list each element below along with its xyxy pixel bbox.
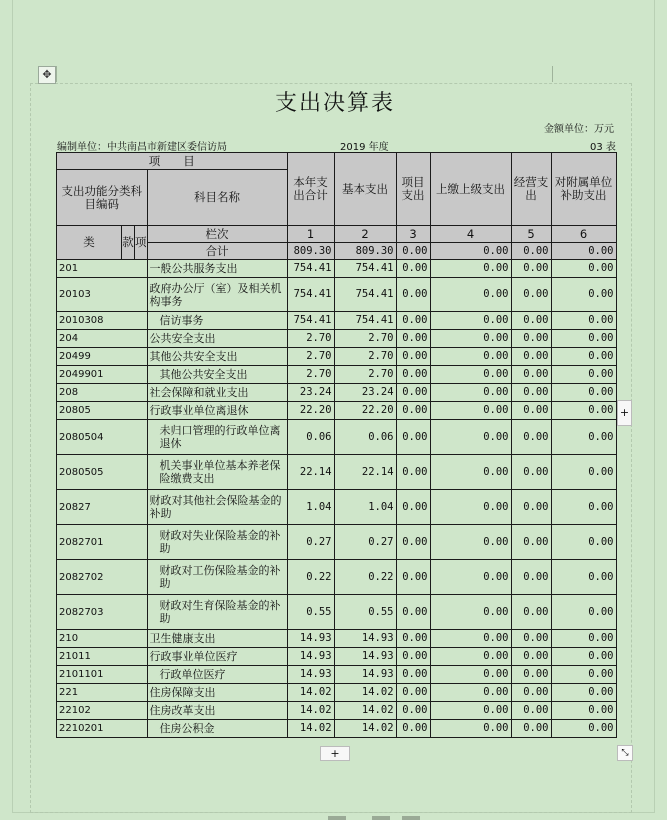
row-value: 0.00 [396,402,430,420]
row-code: 2082703 [57,595,148,630]
header-col-5: 经营支出 [511,153,551,226]
row-value: 0.00 [511,366,551,384]
header-lanci: 栏次 [147,226,287,243]
row-code: 221 [57,684,148,702]
row-name: 财政对其他社会保险基金的补助 [147,490,287,525]
header-xiang: 项 [135,226,148,260]
row-value: 754.41 [334,278,396,312]
row-code: 22102 [57,702,148,720]
row-value: 0.00 [551,330,616,348]
resize-icon[interactable]: ⤡ [617,745,633,761]
table-row [57,525,617,560]
total-value: 0.00 [396,243,430,260]
row-value: 0.00 [396,330,430,348]
row-value: 0.27 [334,525,396,560]
row-value: 0.00 [511,330,551,348]
row-value: 754.41 [287,260,334,278]
row-name: 未归口管理的行政单位离退休 [147,420,287,455]
header-col-6: 对附属单位补助支出 [551,153,616,226]
row-value: 2.70 [334,348,396,366]
header-name: 科目名称 [147,170,287,226]
row-value: 0.00 [396,366,430,384]
row-name: 财政对生育保险基金的补助 [147,595,287,630]
row-value: 0.22 [287,560,334,595]
table-row [57,595,617,630]
row-value: 0.27 [287,525,334,560]
row-value: 0.00 [396,420,430,455]
row-value: 0.00 [430,684,511,702]
row-value: 0.00 [396,720,430,738]
row-value: 14.02 [334,720,396,738]
header-col-3: 项目支出 [396,153,430,226]
row-value: 0.00 [511,525,551,560]
crop-mark [552,66,553,82]
row-code: 208 [57,384,148,402]
row-value: 0.00 [430,402,511,420]
row-value: 0.00 [511,666,551,684]
row-name: 信访事务 [147,312,287,330]
row-code: 2080504 [57,420,148,455]
row-name: 其他公共安全支出 [147,366,287,384]
row-code: 2101101 [57,666,148,684]
row-value: 0.00 [430,278,511,312]
row-value: 0.00 [430,666,511,684]
row-value: 14.93 [334,666,396,684]
table-row [57,702,617,720]
row-value: 23.24 [334,384,396,402]
row-value: 0.00 [551,666,616,684]
add-row-button[interactable]: + [320,746,350,761]
row-value: 0.00 [551,278,616,312]
row-value: 14.02 [334,684,396,702]
row-value: 1.04 [334,490,396,525]
row-code: 2082702 [57,560,148,595]
row-value: 14.93 [287,648,334,666]
row-value: 14.93 [287,666,334,684]
row-value: 0.00 [396,595,430,630]
row-value: 0.00 [511,630,551,648]
row-value: 0.00 [430,420,511,455]
row-value: 2.70 [334,330,396,348]
row-name: 政府办公厅（室）及相关机构事务 [147,278,287,312]
table-row [57,278,617,312]
row-value: 0.00 [511,720,551,738]
row-value: 0.00 [511,455,551,490]
total-value: 809.30 [287,243,334,260]
row-value: 0.00 [430,560,511,595]
row-value: 754.41 [334,260,396,278]
row-value: 0.06 [334,420,396,455]
row-value: 0.00 [430,525,511,560]
table-row [57,630,617,648]
scroll-tab[interactable] [372,816,390,820]
table-row [57,330,617,348]
row-value: 0.00 [511,384,551,402]
total-value: 0.00 [430,243,511,260]
row-value: 0.55 [334,595,396,630]
row-code: 20827 [57,490,148,525]
row-value: 22.14 [334,455,396,490]
row-name: 行政单位医疗 [147,666,287,684]
row-value: 0.00 [551,384,616,402]
row-value: 0.00 [396,525,430,560]
row-value: 14.93 [334,630,396,648]
row-value: 0.00 [396,312,430,330]
row-name: 公共安全支出 [147,330,287,348]
col-num-1: 1 [287,226,334,243]
row-value: 0.00 [511,348,551,366]
row-value: 2.70 [334,366,396,384]
row-code: 2082701 [57,525,148,560]
year-label: 2019 年度 [340,142,389,153]
row-value: 0.00 [396,384,430,402]
header-code: 支出功能分类科目编码 [57,170,148,226]
add-column-button[interactable]: + [617,400,632,426]
row-value: 2.70 [287,330,334,348]
row-value: 14.02 [287,684,334,702]
row-code: 201 [57,260,148,278]
row-value: 0.00 [396,702,430,720]
row-code: 21011 [57,648,148,666]
table-row [57,384,617,402]
row-value: 0.00 [511,560,551,595]
table-row [57,666,617,684]
row-value: 0.00 [551,720,616,738]
row-value: 0.00 [430,702,511,720]
row-name: 财政对失业保险基金的补助 [147,525,287,560]
header-lei: 类 [57,226,122,260]
row-value: 22.14 [287,455,334,490]
row-name: 机关事业单位基本养老保险缴费支出 [147,455,287,490]
row-value: 754.41 [287,312,334,330]
row-value: 0.00 [430,312,511,330]
col-num-5: 5 [511,226,551,243]
row-name: 卫生健康支出 [147,630,287,648]
row-value: 0.00 [396,278,430,312]
row-value: 0.00 [396,648,430,666]
row-value: 0.00 [430,648,511,666]
row-value: 0.00 [396,560,430,595]
row-value: 0.00 [396,455,430,490]
total-value: 809.30 [334,243,396,260]
row-value: 0.00 [396,684,430,702]
scroll-tab[interactable] [328,816,346,820]
row-value: 0.00 [430,366,511,384]
row-value: 0.00 [551,560,616,595]
header-col-4: 上缴上级支出 [430,153,511,226]
row-value: 0.00 [551,648,616,666]
table-row [57,560,617,595]
row-name: 住房保障支出 [147,684,287,702]
table-move-icon[interactable]: ✥ [38,66,56,84]
row-value: 0.00 [511,260,551,278]
row-code: 2049901 [57,366,148,384]
col-num-6: 6 [551,226,616,243]
col-num-2: 2 [334,226,396,243]
table-row [57,260,617,278]
total-value: 0.00 [551,243,616,260]
row-value: 0.00 [551,702,616,720]
row-value: 0.00 [551,260,616,278]
table-row [57,455,617,490]
row-name: 行政事业单位医疗 [147,648,287,666]
row-value: 0.00 [551,312,616,330]
row-value: 0.00 [396,348,430,366]
col-num-4: 4 [430,226,511,243]
row-name: 住房改革支出 [147,702,287,720]
row-value: 0.00 [511,420,551,455]
row-value: 0.00 [396,666,430,684]
row-value: 2.70 [287,348,334,366]
table-row [57,490,617,525]
row-name: 行政事业单位离退休 [147,402,287,420]
row-value: 0.00 [551,455,616,490]
row-value: 0.00 [396,490,430,525]
row-value: 0.00 [396,630,430,648]
row-code: 2210201 [57,720,148,738]
row-value: 0.00 [430,720,511,738]
table-row [57,684,617,702]
page-title: 支出决算表 [274,91,395,116]
row-value: 23.24 [287,384,334,402]
row-value: 0.00 [430,384,511,402]
total-value: 0.00 [511,243,551,260]
table-row [57,420,617,455]
row-value: 0.00 [551,420,616,455]
row-code: 20805 [57,402,148,420]
row-value: 1.04 [287,490,334,525]
row-value: 14.93 [287,630,334,648]
row-value: 0.00 [551,684,616,702]
row-code: 20103 [57,278,148,312]
row-name: 财政对工伤保险基金的补助 [147,560,287,595]
row-value: 0.00 [511,490,551,525]
header-kuan: 款 [122,226,135,260]
row-value: 0.00 [511,684,551,702]
table-row [57,312,617,330]
table-row [57,348,617,366]
row-value: 0.00 [430,630,511,648]
row-name: 一般公共服务支出 [147,260,287,278]
row-name: 社会保障和就业支出 [147,384,287,402]
scroll-tab[interactable] [402,816,420,820]
row-value: 0.00 [511,595,551,630]
row-value: 0.00 [551,490,616,525]
row-value: 0.00 [430,595,511,630]
row-value: 14.02 [287,720,334,738]
row-value: 0.00 [511,648,551,666]
row-value: 0.00 [551,525,616,560]
row-value: 0.00 [511,278,551,312]
total-label: 合计 [147,243,287,260]
table-row [57,366,617,384]
row-value: 0.00 [551,348,616,366]
row-value: 14.02 [287,702,334,720]
row-value: 0.06 [287,420,334,455]
row-code: 2080505 [57,455,148,490]
row-value: 0.00 [551,402,616,420]
header-xiangmu: 项 目 [57,153,288,170]
row-code: 204 [57,330,148,348]
row-value: 0.00 [396,260,430,278]
row-value: 754.41 [287,278,334,312]
row-value: 14.93 [334,648,396,666]
row-code: 2010308 [57,312,148,330]
row-value: 754.41 [334,312,396,330]
row-value: 22.20 [334,402,396,420]
row-value: 0.00 [430,490,511,525]
row-value: 0.22 [334,560,396,595]
row-value: 0.00 [551,366,616,384]
row-value: 0.00 [551,595,616,630]
row-value: 0.00 [511,702,551,720]
row-value: 0.00 [511,402,551,420]
row-code: 210 [57,630,148,648]
row-value: 0.00 [511,312,551,330]
row-value: 0.00 [430,330,511,348]
unit-label: 金额单位：万元 [544,124,614,135]
row-name: 住房公积金 [147,720,287,738]
org-label: 编制单位：中共南昌市新建区委信访局 [57,142,227,153]
header-col-2: 基本支出 [334,153,396,226]
table-row [57,648,617,666]
col-num-3: 3 [396,226,430,243]
row-value: 0.00 [430,348,511,366]
row-value: 0.55 [287,595,334,630]
expenditure-table [56,152,617,738]
crop-mark [56,66,57,82]
header-col-1: 本年支出合计 [287,153,334,226]
table-row [57,720,617,738]
row-value: 0.00 [430,455,511,490]
row-value: 14.02 [334,702,396,720]
row-value: 22.20 [287,402,334,420]
row-value: 0.00 [430,260,511,278]
row-value: 0.00 [551,630,616,648]
row-name: 其他公共安全支出 [147,348,287,366]
row-code: 20499 [57,348,148,366]
table-number: 03 表 [590,142,616,153]
row-value: 2.70 [287,366,334,384]
table-row [57,402,617,420]
